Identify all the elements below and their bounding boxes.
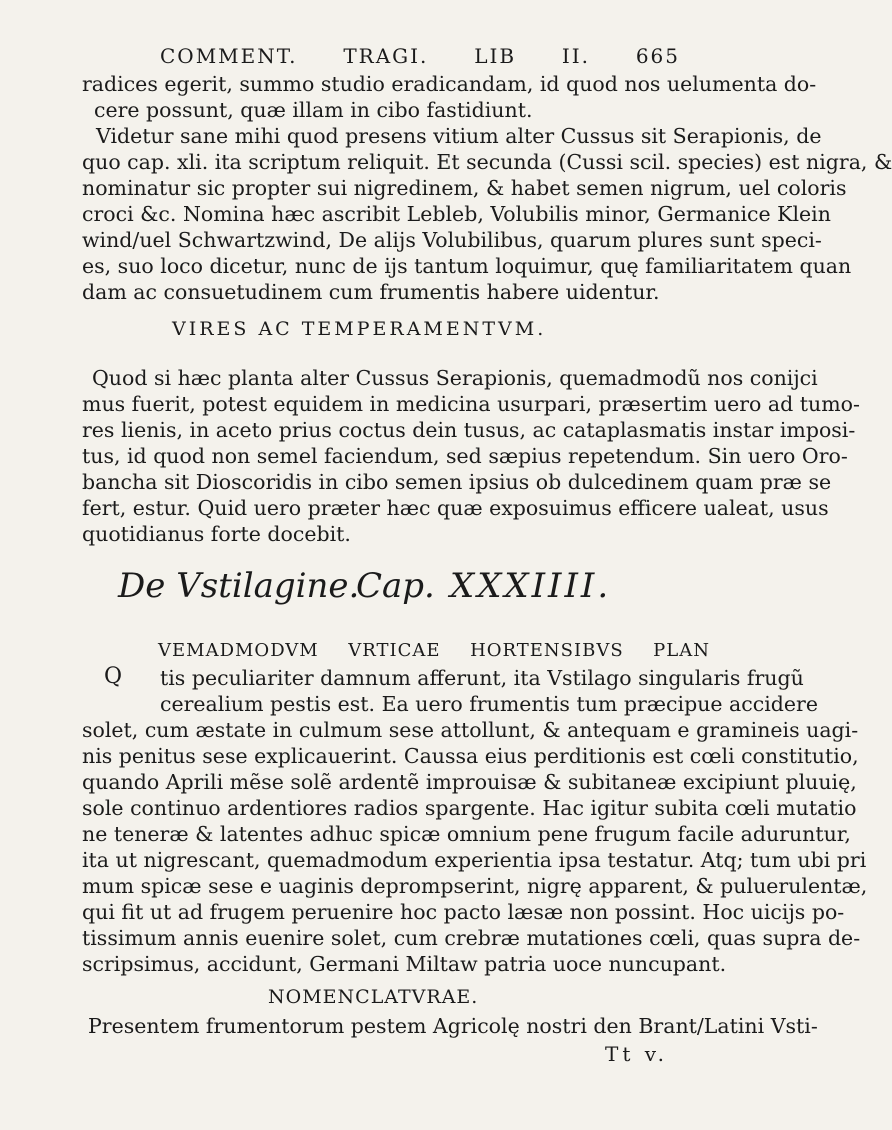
text-line: wind/uel Schwartzwind, De alijs Volubilibus, quarum plures sunt speci- — [82, 228, 822, 252]
text-line: Presentem frumentorum pestem Agricolę nostri den Brant/Latini Vsti- — [88, 1014, 818, 1038]
text-line: ne teneræ & latentes adhuc spicæ omnium pene frugum facile aduruntur, — [82, 822, 851, 846]
chapter-opening-caps: VEMADMODVM VRTICAE HORTENSIBVS PLAN — [158, 640, 710, 661]
text-line: tis peculiariter damnum afferunt, ita Vstilago singularis frugũ — [160, 666, 804, 690]
text-line: tus, id quod non semel faciendum, sed sæpius repetendum. Sin uero Oro- — [82, 444, 848, 468]
text-line: cerealium pestis est. Ea uero frumentis tum præcipue accidere — [160, 692, 818, 716]
text-line: scripsimus, accidunt, Germani Miltaw patria uoce nuncupant. — [82, 952, 727, 976]
text-line: mus fuerit, potest equidem in medicina usurpari, præsertim uero ad tumo- — [82, 392, 860, 416]
chapter-title: De Vstilagine. — [118, 566, 360, 606]
text-line: quotidianus forte docebit. — [82, 522, 351, 546]
text-line: quando Aprili mẽse solẽ ardentẽ improuisæ & subitaneæ excipiunt pluuię, — [82, 770, 857, 794]
text-line: Videtur sane mihi quod presens vitium alter Cussus sit Serapionis, de — [96, 124, 822, 148]
running-header: COMMENT. TRAGI. LIB II. 665 — [160, 44, 680, 68]
text-line: nis penitus sese explicauerint. Caussa eius perditionis est cœli constitutio, — [82, 744, 859, 768]
text-line: dam ac consuetudinem cum frumentis habere uidentur. — [82, 280, 660, 304]
text-line: res lienis, in aceto prius coctus dein tusus, ac cataplasmatis instar imposi- — [82, 418, 856, 442]
text-line: nominatur sic propter sui nigredinem, & habet semen nigrum, uel coloris — [82, 176, 847, 200]
text-line: sole continuo ardentiores radios spargente. Hac igitur subita cœli mutatio — [82, 796, 857, 820]
text-line: radices egerit, summo studio eradicandam, id quod nos uelumenta do- — [82, 72, 817, 96]
text-line: bancha sit Dioscoridis in cibo semen ipsius ob dulcedinem quam præ se — [82, 470, 832, 494]
drop-capital: Q — [104, 664, 123, 689]
section-heading-vires: VIRES AC TEMPERAMENTVM. — [172, 318, 547, 340]
chapter-number: XXXIIII. — [450, 566, 612, 606]
text-line: croci &c. Nomina hæc ascribit Lebleb, Volubilis minor, Germanice Klein — [82, 202, 831, 226]
text-line: mum spicæ sese e uaginis deprompserint, nigrę apparent, & puluerulentæ, — [82, 874, 868, 898]
text-line: quo cap. xli. ita scriptum reliquit. Et secunda (Cussi scil. species) est nigra, & — [82, 150, 892, 174]
text-line: ita ut nigrescant, quemadmodum experientia ipsa testatur. Atq; tum ubi pri — [82, 848, 867, 872]
chapter-cap-label: Cap. — [356, 566, 435, 606]
text-line: solet, cum æstate in culmum sese attollunt, & antequam e gramineis uagi- — [82, 718, 859, 742]
text-line: es, suo loco dicetur, nunc de ijs tantum loquimur, quę familiaritatem quan — [82, 254, 852, 278]
text-line: qui fit ut ad frugem peruenire hoc pacto læsæ non possint. Hoc uicijs po- — [82, 900, 845, 924]
text-line: tissimum annis euenire solet, cum crebræ mutationes cœli, quas supra de- — [82, 926, 861, 950]
text-line: Quod si hæc planta alter Cussus Serapionis, quemadmodũ nos conijci — [92, 366, 818, 390]
catchword: Tt v. — [605, 1042, 669, 1066]
section-heading-nomenclaturae: NOMENCLATVRAE. — [268, 986, 479, 1008]
text-line: fert, estur. Quid uero præter hæc quæ exposuimus efficere ualeat, usus — [82, 496, 829, 520]
text-line: cere possunt, quæ illam in cibo fastidiunt. — [94, 98, 533, 122]
